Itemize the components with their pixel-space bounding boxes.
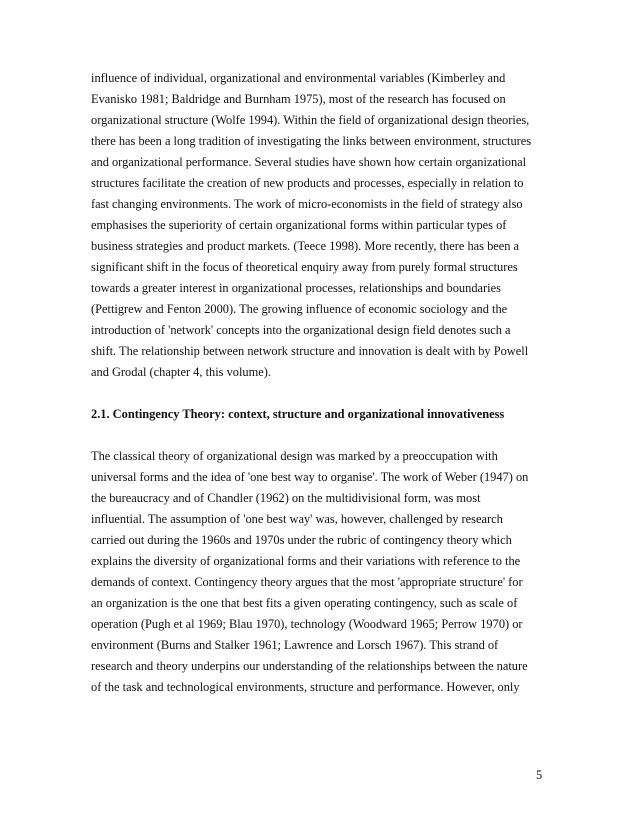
paragraph-line: and Grodal (chapter 4, this volume). <box>91 365 271 379</box>
paragraph-line: influential. The assumption of 'one best way' was, however, challenged by research <box>91 512 503 526</box>
paragraph-spacer <box>91 425 551 446</box>
section-heading: 2.1. Contingency Theory: context, structure and organizational innovativeness <box>91 407 505 421</box>
paragraph-line: fast changing environments. The work of micro-economists in the field of strategy also <box>91 197 523 211</box>
paragraph-line: operation (Pugh et al 1969; Blau 1970), technology (Woodward 1965; Perrow 1970) or <box>91 617 523 631</box>
paragraph-line: significant shift in the focus of theoretical enquiry away from purely formal structures <box>91 260 518 274</box>
paragraph-line: Evanisko 1981; Baldridge and Burnham 1975), most of the research has focused on <box>91 92 506 106</box>
paragraph-line: The classical theory of organizational design was marked by a preoccupation with <box>91 449 498 463</box>
paragraph-line: an organization is the one that best fits a given operating contingency, such as scale of <box>91 596 518 610</box>
page-number: 5 <box>536 768 543 782</box>
paragraph-line: universal forms and the idea of 'one best way to organise'. The work of Weber (1947) on <box>91 470 529 484</box>
paragraph-line: research and theory underpins our understanding of the relationships between the nature <box>91 659 528 673</box>
page-content <box>91 68 551 698</box>
paragraph-line: structures facilitate the creation of new products and processes, especially in relation to <box>91 176 524 190</box>
paragraph-line: environment (Burns and Stalker 1961; Lawrence and Lorsch 1967). This strand of <box>91 638 499 652</box>
paragraph-line: shift. The relationship between network structure and innovation is dealt with by Powell <box>91 344 529 358</box>
paragraph-line: (Pettigrew and Fenton 2000). The growing influence of economic sociology and the <box>91 302 508 316</box>
paragraph-line: of the task and technological environments, structure and performance. However, only <box>91 680 520 694</box>
paragraph-line: influence of individual, organizational and environmental variables (Kimberley and <box>91 71 506 85</box>
paragraph-line: demands of context. Contingency theory argues that the most 'appropriate structure' for <box>91 575 523 589</box>
paragraph-2 <box>91 446 551 698</box>
paragraph-line: and organizational performance. Several studies have shown how certain organizational <box>91 155 527 169</box>
paragraph-line: business strategies and product markets. (Teece 1998). More recently, there has been a <box>91 239 520 253</box>
paragraph-line: organizational structure (Wolfe 1994). Within the field of organizational design theories, <box>91 113 530 127</box>
paragraph-line: introduction of 'network' concepts into the organizational design field denotes such a <box>91 323 511 337</box>
paragraph-line: the bureaucracy and of Chandler (1962) on the multidivisional form, was most <box>91 491 481 505</box>
paragraph-spacer <box>91 383 551 404</box>
paragraph-line: towards a greater interest in organizational processes, relationships and boundaries <box>91 281 501 295</box>
paragraph-line: there has been a long tradition of investigating the links between environment, structures <box>91 134 532 148</box>
paragraph-line: carried out during the 1960s and 1970s under the rubric of contingency theory which <box>91 533 512 547</box>
paragraph-line: explains the diversity of organizational forms and their variations with reference to the <box>91 554 521 568</box>
paragraph-line: emphasises the superiority of certain organizational forms within particular types of <box>91 218 507 232</box>
paragraph-1 <box>91 68 551 383</box>
